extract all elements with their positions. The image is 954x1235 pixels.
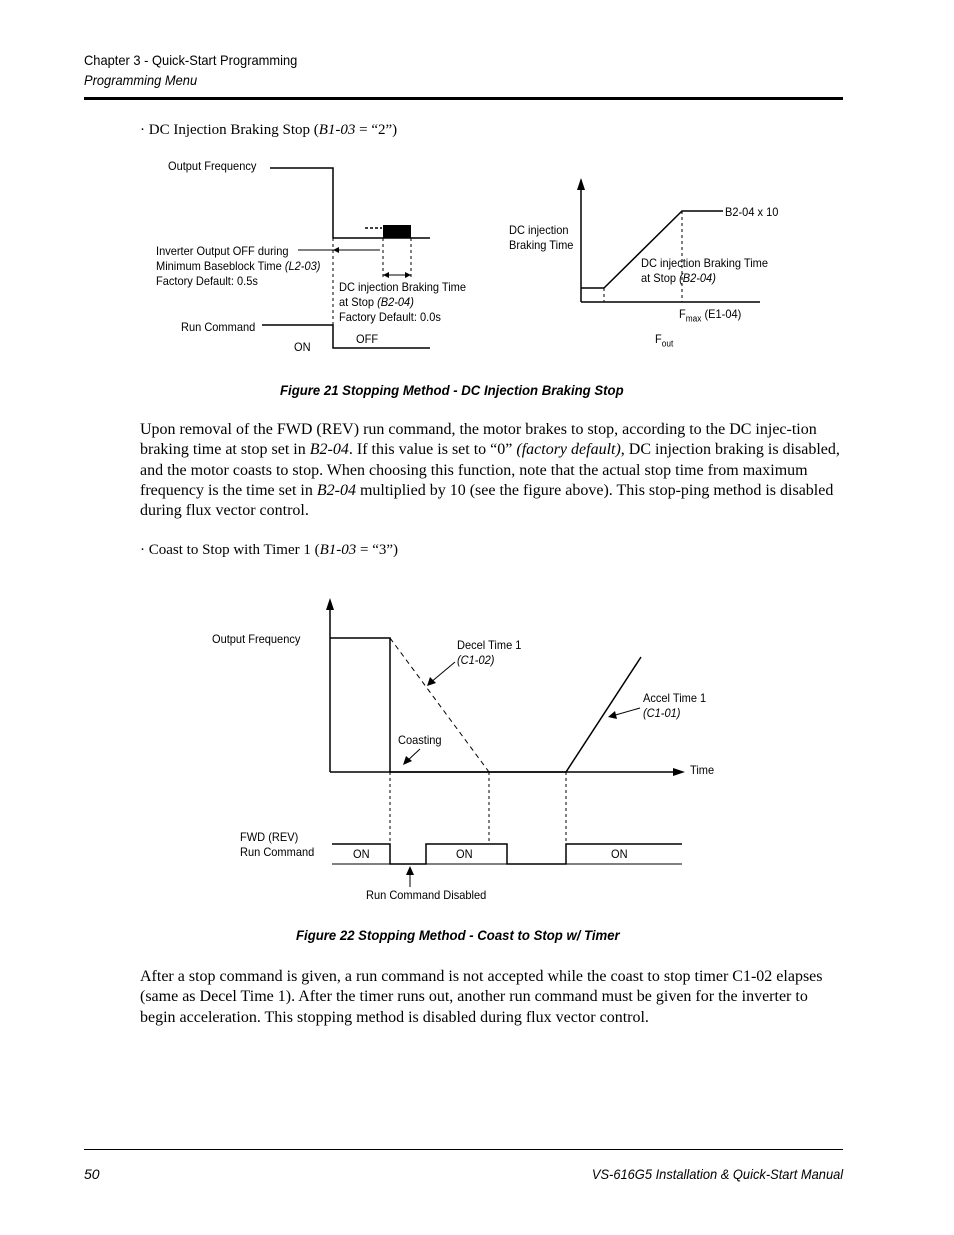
coasting-label: Coasting <box>398 733 442 747</box>
fmax-label: $F_{max}$ (E1-04) <box>679 307 742 324</box>
fout-label: $F_{out}$ <box>655 332 674 349</box>
accel-time-label: Accel Time 1 (C1-01) <box>643 691 707 720</box>
on-label-2: ON <box>456 847 473 861</box>
section-title: Programming Menu <box>84 72 198 88</box>
on-label-3: ON <box>611 847 628 861</box>
run-command-disabled-label: Run Command Disabled <box>366 888 487 902</box>
footer-rule <box>84 1149 843 1150</box>
fwd-rev-label: FWD (REV) Run Command <box>240 830 315 859</box>
inverter-off-label: Inverter Output OFF during Minimum Baseblock Time (L2-03) Factory Default: 0.5s <box>156 244 321 288</box>
time-axis-label: Time <box>690 763 715 777</box>
paragraph-dc-injection: Upon removal of the FWD (REV) run command, the motor brakes to stop, according to the DC injec-tion braking time at stop set in B2-04. If this value is set to “0” (factory default), DC injection braking is disabled, and the motor coasts to stop. When choosing this function, note that the actual stop time from maximum frequency is the time set in B2-04 multiplied by 10 (see the figure above). This stop-ping method is disabled during flux vector control. <box>140 421 840 520</box>
dc-braking-time-label: DC injection Braking Time at Stop (B2-04) Factory Default: 0.0s <box>339 280 467 324</box>
bullet-coast-timer: · Coast to Stop with Timer 1 (B1-03 = “3”) <box>140 542 399 558</box>
manual-title: VS-616G5 Installation & Quick-Start Manual <box>591 1166 843 1182</box>
figure-22-caption: Figure 22 Stopping Method - Coast to Stop w/ Timer <box>296 927 620 943</box>
on-label-1: ON <box>353 847 370 861</box>
b2-04-x10-label: B2-04 x 10 <box>725 205 779 219</box>
output-frequency-label: Output Frequency <box>168 159 257 173</box>
on-label: ON <box>294 340 311 354</box>
off-label: OFF <box>356 332 379 346</box>
page-number: 50 <box>84 1166 100 1182</box>
dc-time-at-stop-label: DC injection Braking Time at Stop (B2-04) <box>641 256 769 285</box>
chapter-title: Chapter 3 - Quick-Start Programming <box>84 52 298 68</box>
paragraph-coast-timer: After a stop command is given, a run command is not accepted while the coast to stop timer C1-02 elapses (same as Decel Time 1). After the timer runs out, another run command must be given for the inverter to begin acceleration. This stopping method is disabled during flux vector control. <box>140 968 823 1026</box>
dc-injection-braking-time-axis-label: DC injection Braking Time <box>509 223 574 252</box>
decel-time-label: Decel Time 1 (C1-02) <box>457 638 522 667</box>
run-command-label: Run Command <box>181 320 256 334</box>
output-frequency-label-2: Output Frequency <box>212 632 301 646</box>
figure-21-caption: Figure 21 Stopping Method - DC Injection Braking Stop <box>280 382 624 398</box>
bullet-dc-injection: · DC Injection Braking Stop (B1-03 = “2”) <box>140 122 398 138</box>
